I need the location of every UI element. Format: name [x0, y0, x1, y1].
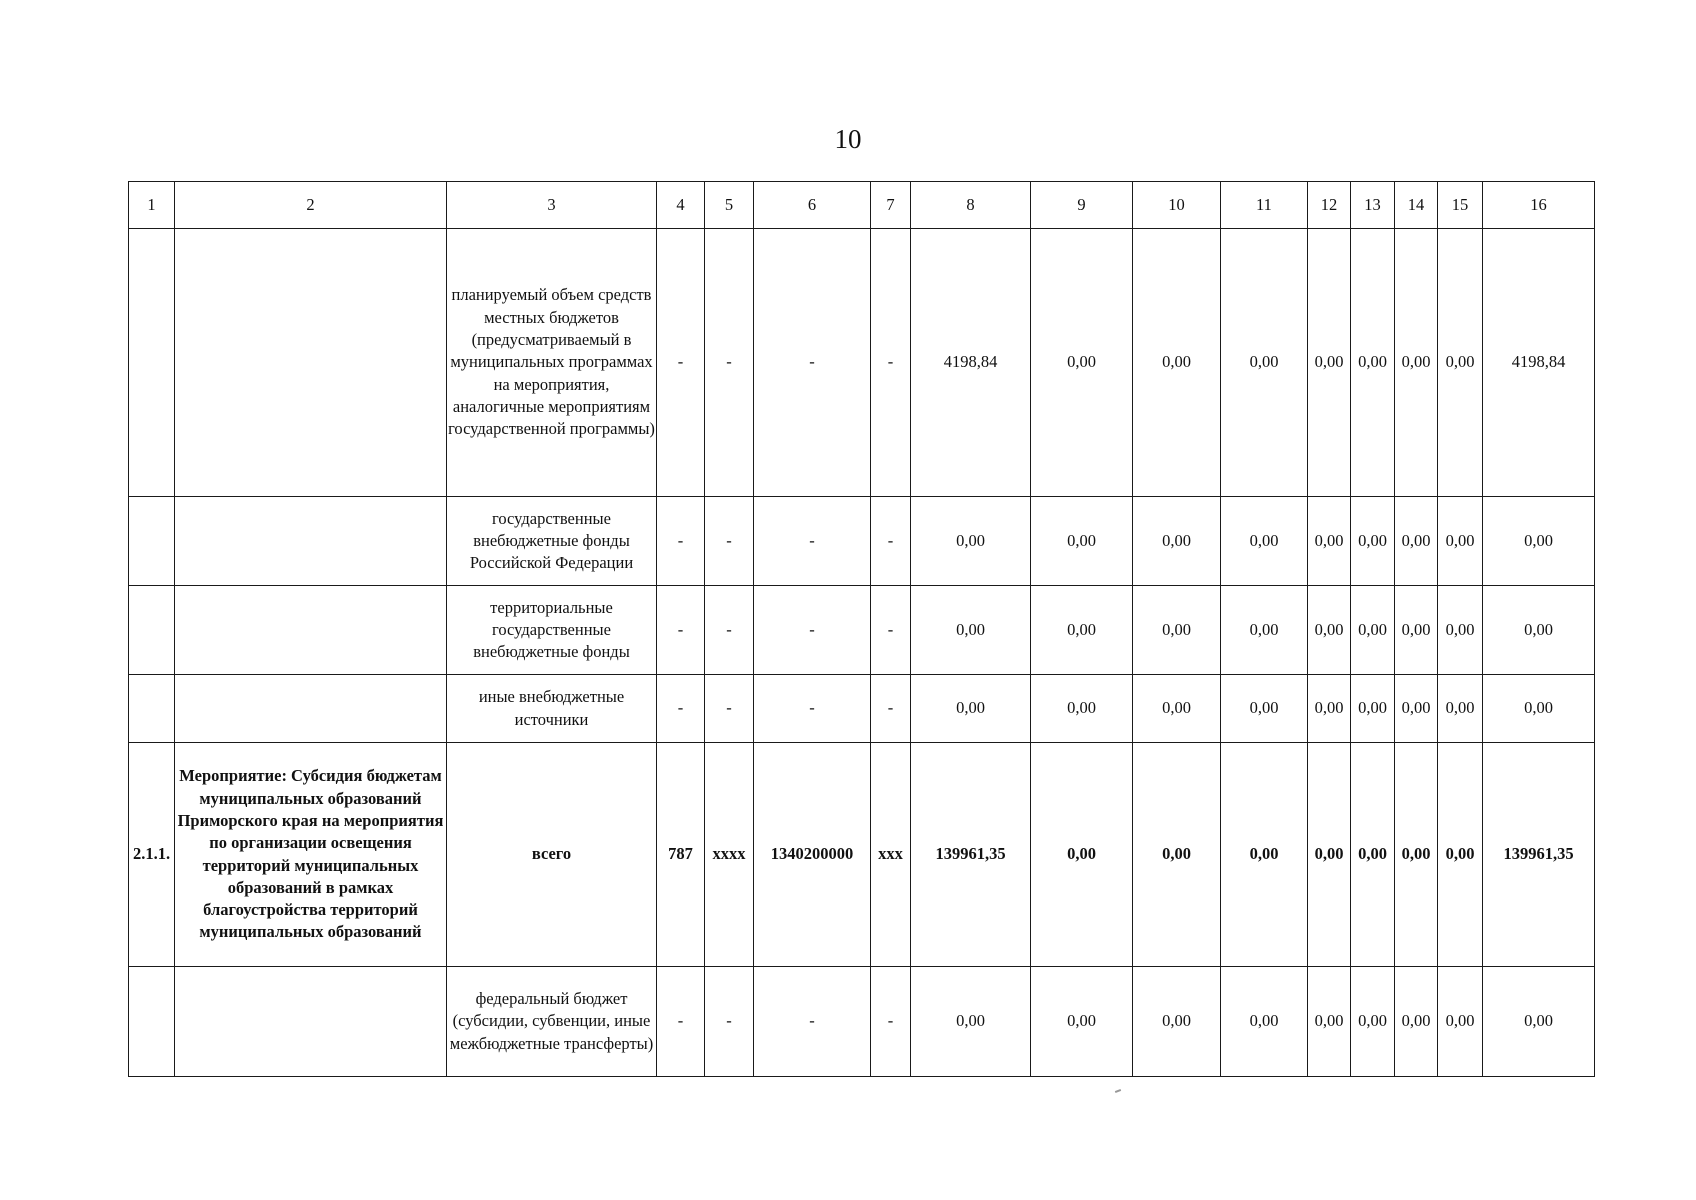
funding-source-cell: территориальные государственные внебюджетные фонды — [447, 586, 657, 675]
row-number-cell — [129, 586, 175, 675]
table-row — [129, 743, 1595, 967]
col9-cell: 0,00 — [1031, 586, 1133, 675]
header-cell: 1 — [129, 182, 175, 229]
col15-cell: 0,00 — [1438, 586, 1483, 675]
col13-cell: 0,00 — [1351, 743, 1395, 967]
funding-source-cell: всего — [447, 743, 657, 967]
col13-cell: 0,00 — [1351, 586, 1395, 675]
col14-cell: 0,00 — [1395, 675, 1438, 743]
header-cell: 16 — [1483, 182, 1595, 229]
col10-cell: 0,00 — [1133, 743, 1221, 967]
col14-cell: 0,00 — [1395, 743, 1438, 967]
header-cell: 10 — [1133, 182, 1221, 229]
scan-speck — [1115, 1089, 1121, 1093]
event-name-cell — [175, 497, 447, 586]
row-number-cell: 2.1.1. — [129, 743, 175, 967]
col15-cell: 0,00 — [1438, 675, 1483, 743]
funding-source-cell: планируемый объем средств местных бюджетов (предусматриваемый в муниципальных программах на мероприятия, аналогичные мероприятиям государственной программы) — [447, 229, 657, 497]
col5-cell: - — [705, 229, 754, 497]
col5-cell: - — [705, 497, 754, 586]
col12-cell: 0,00 — [1308, 743, 1351, 967]
col9-cell: 0,00 — [1031, 743, 1133, 967]
col14-cell: 0,00 — [1395, 229, 1438, 497]
event-name-cell — [175, 967, 447, 1077]
event-name-cell — [175, 586, 447, 675]
col16-total-cell: 0,00 — [1483, 675, 1595, 743]
col14-cell: 0,00 — [1395, 586, 1438, 675]
header-cell: 6 — [754, 182, 871, 229]
page-number: 10 — [834, 124, 862, 154]
col8-cell: 0,00 — [911, 497, 1031, 586]
col6-cell: 1340200000 — [754, 743, 871, 967]
col4-cell: - — [657, 229, 705, 497]
header-cell: 12 — [1308, 182, 1351, 229]
col4-cell: - — [657, 967, 705, 1077]
col8-cell: 4198,84 — [911, 229, 1031, 497]
row-number-cell — [129, 229, 175, 497]
table-row — [129, 675, 1595, 743]
col13-cell: 0,00 — [1351, 229, 1395, 497]
col12-cell: 0,00 — [1308, 586, 1351, 675]
col7-cell: - — [871, 967, 911, 1077]
col10-cell: 0,00 — [1133, 229, 1221, 497]
col10-cell: 0,00 — [1133, 675, 1221, 743]
row-number-cell — [129, 967, 175, 1077]
col10-cell: 0,00 — [1133, 497, 1221, 586]
col11-cell: 0,00 — [1221, 967, 1308, 1077]
col15-cell: 0,00 — [1438, 967, 1483, 1077]
col5-cell: - — [705, 675, 754, 743]
col14-cell: 0,00 — [1395, 967, 1438, 1077]
header-cell: 14 — [1395, 182, 1438, 229]
col11-cell: 0,00 — [1221, 586, 1308, 675]
col16-total-cell: 0,00 — [1483, 967, 1595, 1077]
col11-cell: 0,00 — [1221, 675, 1308, 743]
col11-cell: 0,00 — [1221, 743, 1308, 967]
header-row — [129, 182, 1595, 229]
col15-cell: 0,00 — [1438, 743, 1483, 967]
col10-cell: 0,00 — [1133, 586, 1221, 675]
budget-table — [128, 181, 1595, 1077]
col13-cell: 0,00 — [1351, 967, 1395, 1077]
col12-cell: 0,00 — [1308, 497, 1351, 586]
row-number-cell — [129, 675, 175, 743]
col6-cell: - — [754, 586, 871, 675]
col5-cell: - — [705, 967, 754, 1077]
col8-cell: 139961,35 — [911, 743, 1031, 967]
col15-cell: 0,00 — [1438, 229, 1483, 497]
event-name-cell — [175, 229, 447, 497]
col9-cell: 0,00 — [1031, 675, 1133, 743]
col16-total-cell: 0,00 — [1483, 586, 1595, 675]
header-cell: 15 — [1438, 182, 1483, 229]
funding-source-cell: федеральный бюджет (субсидии, субвенции, иные межбюджетные трансферты) — [447, 967, 657, 1077]
header-cell: 4 — [657, 182, 705, 229]
col12-cell: 0,00 — [1308, 967, 1351, 1077]
col11-cell: 0,00 — [1221, 497, 1308, 586]
col7-cell: ххх — [871, 743, 911, 967]
header-cell: 5 — [705, 182, 754, 229]
header-cell: 11 — [1221, 182, 1308, 229]
col5-cell: - — [705, 586, 754, 675]
col13-cell: 0,00 — [1351, 675, 1395, 743]
col8-cell: 0,00 — [911, 967, 1031, 1077]
col9-cell: 0,00 — [1031, 229, 1133, 497]
header-cell: 9 — [1031, 182, 1133, 229]
funding-source-cell: государственные внебюджетные фонды Российской Федерации — [447, 497, 657, 586]
col10-cell: 0,00 — [1133, 967, 1221, 1077]
col15-cell: 0,00 — [1438, 497, 1483, 586]
col7-cell: - — [871, 586, 911, 675]
col16-total-cell: 4198,84 — [1483, 229, 1595, 497]
col8-cell: 0,00 — [911, 586, 1031, 675]
col4-cell: - — [657, 586, 705, 675]
table-row — [129, 229, 1595, 497]
col7-cell: - — [871, 675, 911, 743]
event-name-cell — [175, 675, 447, 743]
col4-cell: - — [657, 675, 705, 743]
table-row — [129, 967, 1595, 1077]
col11-cell: 0,00 — [1221, 229, 1308, 497]
col4-cell: 787 — [657, 743, 705, 967]
header-cell: 7 — [871, 182, 911, 229]
table-row — [129, 497, 1595, 586]
col5-cell: хххх — [705, 743, 754, 967]
col6-cell: - — [754, 229, 871, 497]
event-name-cell: Мероприятие: Субсидия бюджетам муниципальных образований Приморского края на мероприятия по организации освещения территорий муниципальных образований в рамках благоустройства территорий муниципальных образований — [175, 743, 447, 967]
table-row — [129, 586, 1595, 675]
col8-cell: 0,00 — [911, 675, 1031, 743]
col6-cell: - — [754, 497, 871, 586]
col6-cell: - — [754, 675, 871, 743]
col12-cell: 0,00 — [1308, 675, 1351, 743]
header-cell: 13 — [1351, 182, 1395, 229]
col9-cell: 0,00 — [1031, 967, 1133, 1077]
col16-total-cell: 0,00 — [1483, 497, 1595, 586]
col7-cell: - — [871, 497, 911, 586]
funding-source-cell: иные внебюджетные источники — [447, 675, 657, 743]
col4-cell: - — [657, 497, 705, 586]
col16-total-cell: 139961,35 — [1483, 743, 1595, 967]
col6-cell: - — [754, 967, 871, 1077]
col12-cell: 0,00 — [1308, 229, 1351, 497]
col14-cell: 0,00 — [1395, 497, 1438, 586]
col7-cell: - — [871, 229, 911, 497]
col9-cell: 0,00 — [1031, 497, 1133, 586]
row-number-cell — [129, 497, 175, 586]
col13-cell: 0,00 — [1351, 497, 1395, 586]
table-body — [129, 182, 1595, 1077]
header-cell: 3 — [447, 182, 657, 229]
header-cell: 8 — [911, 182, 1031, 229]
header-cell: 2 — [175, 182, 447, 229]
